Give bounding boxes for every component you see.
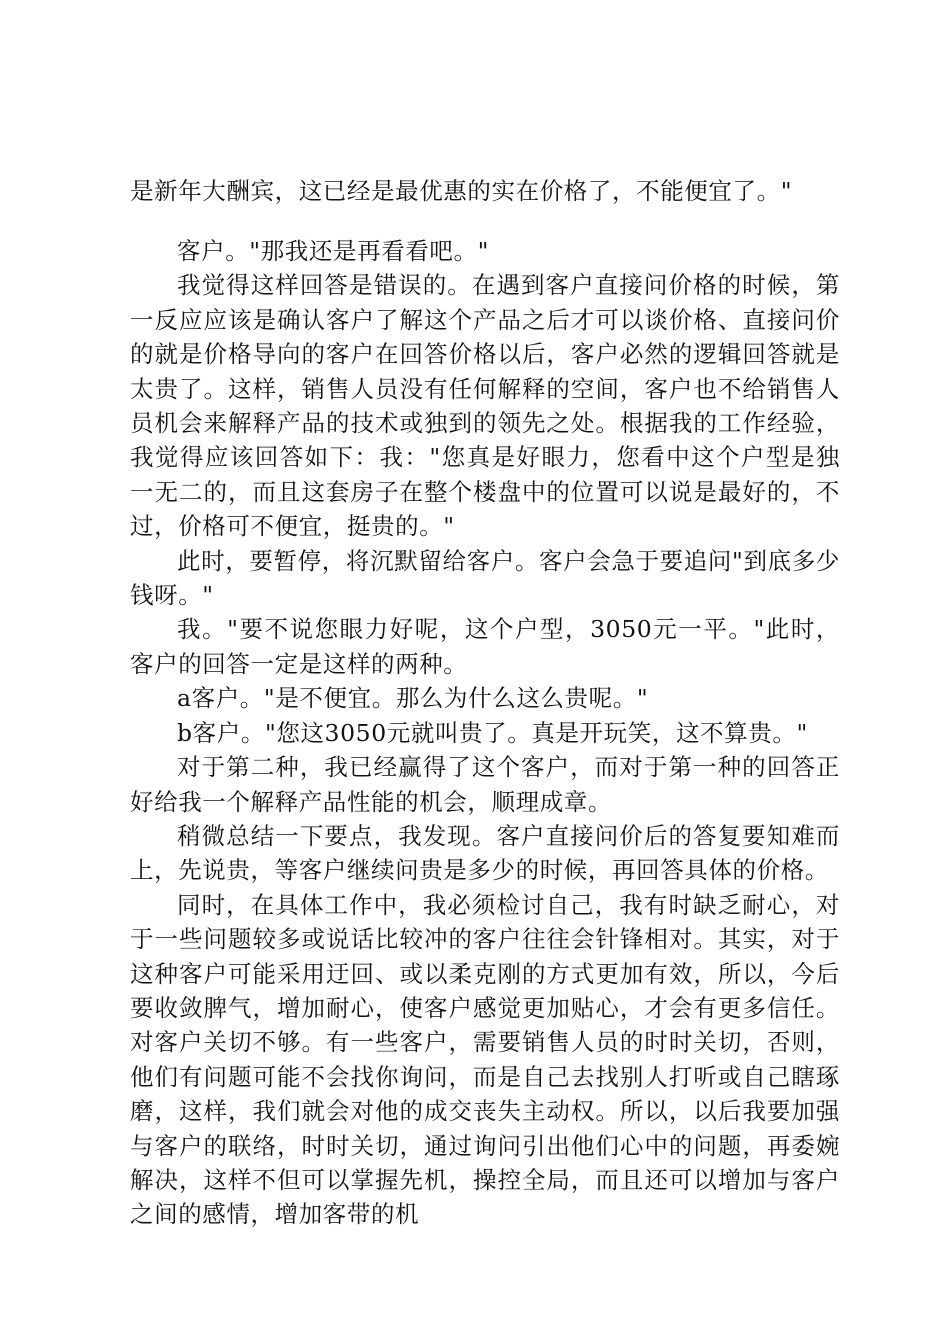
paragraph: 客户。"那我还是再看看吧。" — [177, 237, 490, 265]
paragraph: 同时，在具体工作中，我必须检讨自己，我有时缺乏耐心，对于一些问题较多或说话比较冲的客户往往会针锋相对。其实，对于这种客户可能采用迂回、或以柔克刚的方式更加有效，所以，今后要收敛脾气，增加耐心，使客户感觉更加贴心，才会有更多信任。对客户关切不够。有一些客户，需要销售人员的时时关切，否则，他们有问题可能不会找你询问，而是自己去找别人打听或自己瞎琢磨，这样，我们就会对他的成交丧失主动权。所以，以后我要加强与客户的联络，时时关切，通过询问引出他们心中的问题，再委婉解决，这样不但可以掌握先机，操控全局，而且还可以增加与客户之间的感情，增加客带的机 — [130, 890, 840, 1229]
body-text — [130, 234, 840, 1232]
paragraph: 对于第二种，我已经赢得了这个客户，而对于第一种的回答正好给我一个解释产品性能的机会，顺理成章。 — [130, 753, 840, 816]
continuation-line: 是新年大酬宾，这已经是最优惠的实在价格了，不能便宜了。" — [130, 177, 793, 205]
paragraph: 我。"要不说您眼力好呢，这个户型，3050元一平。"此时，客户的回答一定是这样的两种。 — [130, 615, 840, 678]
paragraph: 我觉得这样回答是错误的。在遇到客户直接问价格的时候，第一反应应该是确认客户了解这个产品之后才可以谈价格、直接问价的就是价格导向的客户在回答价格以后，客户必然的逻辑回答就是太贵了。这样，销售人员没有任何解释的空间，客户也不给销售人员机会来解释产品的技术或独到的领先之处。根据我的工作经验，我觉得应该回答如下：我："您真是好眼力，您看中这个户型是独一无二的，而且这套房子在整个楼盘中的位置可以说是最好的，不过，价格可不便宜，挺贵的。" — [130, 271, 840, 541]
continuation-block — [130, 174, 840, 208]
paragraph: 此时，要暂停，将沉默留给客户。客户会急于要追问"到底多少钱呀。" — [130, 546, 840, 610]
paragraph: b客户。"您这3050元就叫贵了。真是开玩笑，这不算贵。" — [177, 718, 808, 747]
paragraph: a客户。"是不便宜。那么为什么这么贵呢。" — [177, 684, 649, 713]
paragraph: 稍微总结一下要点，我发现。客户直接问价后的答复要知难而上，先说贵，等客户继续问贵是多少的时候，再回答具体的价格。 — [130, 821, 840, 885]
